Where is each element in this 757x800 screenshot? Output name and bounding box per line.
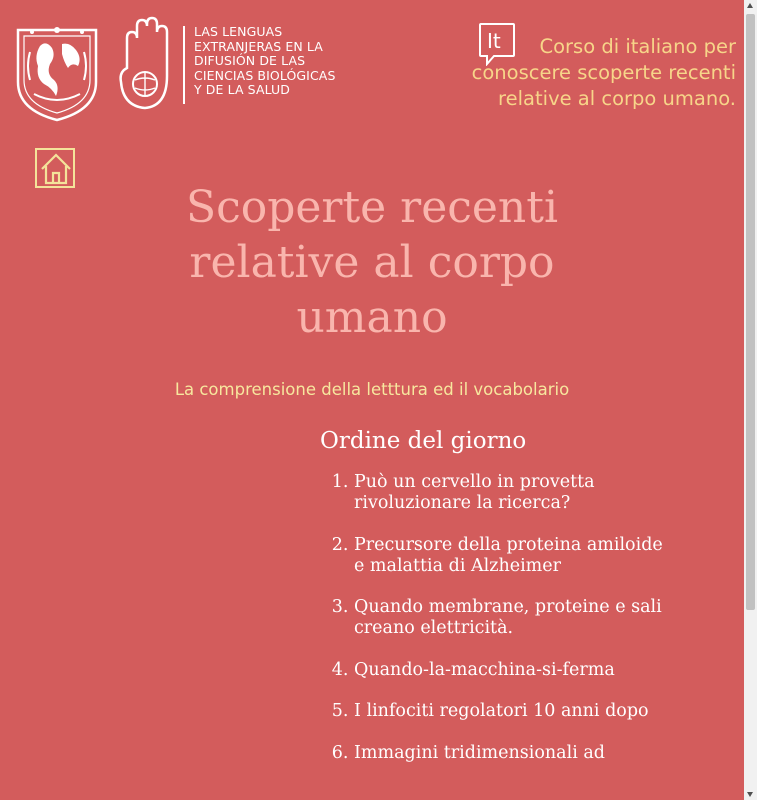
institution-name-line: EXTRANJERAS EN LA <box>194 38 323 54</box>
institution-name-line: LAS LENGUAS <box>194 24 283 39</box>
agenda-list <box>320 472 664 784</box>
course-description <box>436 34 736 112</box>
scrollbar-thumb[interactable] <box>746 14 755 610</box>
course-description-line: conoscere scoperte recenti <box>471 61 736 84</box>
page-subtitle: La comprensione della letttura ed il vocabolario <box>174 380 570 399</box>
page-title-line: relative al corpo <box>189 237 555 288</box>
vertical-scrollbar[interactable] <box>744 0 757 800</box>
agenda-item-machine-stops[interactable]: 4. Quando-la-macchina-si-ferma <box>354 660 664 681</box>
agenda-item-brain-organoid[interactable]: 1. Può un cervello in provetta rivoluzionare la ricerca? <box>354 472 664 514</box>
agenda-item-3d-images[interactable]: 6. Immagini tridimensionali ad <box>354 743 664 764</box>
it-badge-text: It <box>487 29 501 53</box>
agenda-item-regulatory-lymphocytes[interactable]: 5. I linfociti regolatori 10 anni dopo <box>354 701 664 722</box>
agenda-item-membrane-electricity[interactable]: 3. Quando membrane, proteine e sali creano elettricità. <box>354 597 664 639</box>
institution-name-line: CIENCIAS BIOLÓGICAS <box>194 67 336 83</box>
course-description-line: Corso di italiano per <box>539 35 736 58</box>
scroll-up-arrow-icon[interactable] <box>747 3 753 8</box>
agenda-item-amyloid-alzheimer[interactable]: 2. Precursore della proteina amiloide e malattia di Alzheimer <box>354 535 664 577</box>
unam-crest-logo <box>12 22 102 122</box>
home-button[interactable] <box>35 148 75 188</box>
page-title <box>150 180 594 345</box>
institution-name-line: DIFUSIÓN DE LAS <box>194 53 306 68</box>
course-description-line: relative al corpo umano. <box>498 87 736 110</box>
institution-name-line: Y DE LA SALUD <box>194 82 291 97</box>
institution-name <box>194 25 354 98</box>
hand-logo <box>117 16 173 111</box>
page-title-line: Scoperte recenti <box>185 182 559 233</box>
scroll-down-arrow-icon[interactable] <box>747 792 753 797</box>
home-icon <box>40 152 72 186</box>
logo-divider <box>183 26 185 104</box>
agenda-heading: Ordine del giorno <box>320 428 527 454</box>
page-title-line: umano <box>296 292 448 343</box>
